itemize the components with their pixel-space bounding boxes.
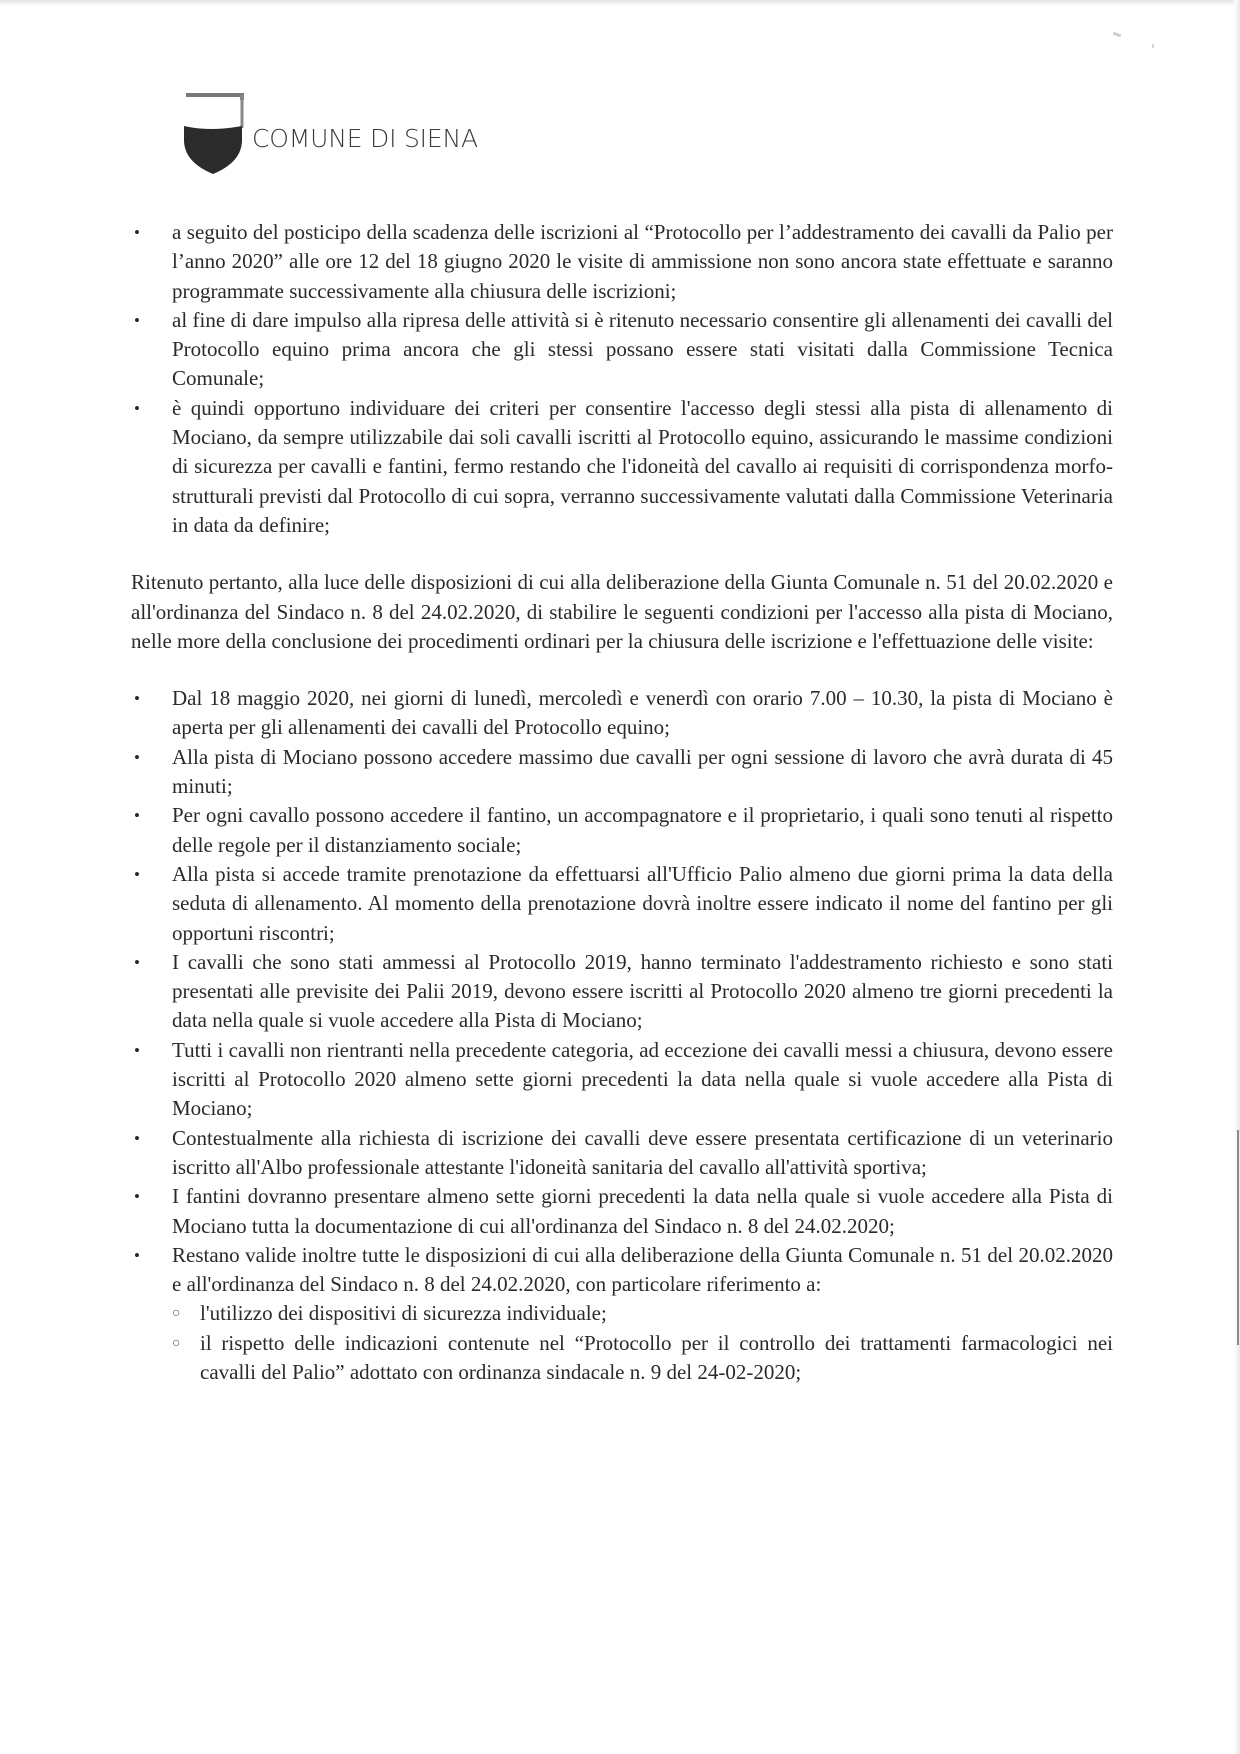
bullet-icon: •	[134, 310, 140, 330]
list-item: • Contestualmente alla richiesta di iscrizione dei cavalli deve essere presentata certificazione di un veterinario iscritto all'Albo professionale attestante l'idoneità sanitaria del cavallo all'attività sportiva;	[131, 1124, 1113, 1183]
resolution-paragraph: Ritenuto pertanto, alla luce delle disposizioni di cui alla deliberazione della Giunta Comunale n. 51 del 20.02.2020 e all'ordinanza del Sindaco n. 8 del 24.02.2020, di stabilire le seguenti condizioni per l'accesso alla pista di Mociano, nelle more della conclusione dei procedimenti ordinari per la chiusura delle iscrizione e l'effettuazione delle visite:	[131, 570, 1113, 653]
list-item: • I fantini dovranno presentare almeno sette giorni precedenti la data nella quale si vuole accedere alla Pista di Mociano tutta la documentazione di cui all'ordinanza del Sindaco n. 8 del 24.02.2020;	[131, 1182, 1113, 1241]
list-item: • Per ogni cavallo possono accedere il fantino, un accompagnatore e il proprietario, i quali sono tenuti al rispetto delle regole per il distanziamento sociale;	[131, 801, 1113, 860]
list-item: • Alla pista di Mociano possono accedere massimo due cavalli per ogni sessione di lavoro che avrà durata di 45 minuti;	[131, 743, 1113, 802]
list-item: • al fine di dare impulso alla ripresa delle attività si è ritenuto necessario consentire gli allenamenti dei cavalli del Protocollo equino prima ancora che gli stessi possano essere stati visitati dalla Commissione Tecnica Comunale;	[131, 306, 1113, 394]
conditions-list	[131, 684, 1113, 1387]
sub-list	[172, 1299, 1113, 1387]
list-item: • Alla pista si accede tramite prenotazione da effettuarsi all'Ufficio Palio almeno due giorni prima la data della seduta di allenamento. Al momento della prenotazione dovrà inoltre essere indicato il nome del fantino per gli opportuni riscontri;	[131, 860, 1113, 948]
bullet-icon: •	[134, 398, 140, 418]
letterhead	[180, 88, 478, 174]
bullet-icon: •	[134, 223, 140, 242]
list-item: • Restano valide inoltre tutte le disposizioni di cui alla deliberazione della Giunta Comunale n. 51 del 20.02.2020 e all'ordinanza del Sindaco n. 8 del 24.02.2020, con particolare riferimento a: ○ l'utilizzo dei dispositivi di sicurezza individuale; ○ il rispetto delle indicazioni contenute nel “Protocollo per il controllo dei trattamenti farmacologici nei cavalli del Palio” adottato con ordinanza sindacale n. 9 del 24-02-2020;	[131, 1241, 1113, 1387]
bullet-icon: •	[134, 1040, 140, 1060]
sub-list-item: ○ l'utilizzo dei dispositivi di sicurezza individuale;	[172, 1299, 1113, 1328]
bullet-icon: •	[134, 1128, 140, 1148]
list-item: • Dal 18 maggio 2020, nei giorni di lunedì, mercoledì e venerdì con orario 7.00 – 10.30, la pista di Mociano è aperta per gli allenamenti dei cavalli del Protocollo equino;	[131, 684, 1113, 743]
bullet-icon: •	[134, 864, 140, 884]
scan-artifact	[1113, 32, 1122, 38]
bullet-icon: •	[134, 952, 140, 972]
bullet-icon: •	[134, 747, 140, 767]
circle-bullet-icon: ○	[172, 1306, 181, 1322]
bullet-icon: •	[134, 689, 140, 709]
bullet-icon: •	[134, 1245, 140, 1265]
scan-edge	[0, 0, 1240, 6]
list-item: • a seguito del posticipo della scadenza delle iscrizioni al “Protocollo per l’addestramento dei cavalli da Palio per l’anno 2020” alle ore 12 del 18 giugno 2020 le visite di ammissione non sono ancora state effettuate e saranno programmate successivamente alla chiusura delle iscrizioni;	[131, 218, 1113, 306]
organization-name: COMUNE DI SIENA	[252, 123, 478, 153]
circle-bullet-icon: ○	[172, 1335, 181, 1351]
sub-list-item: ○ il rispetto delle indicazioni contenute nel “Protocollo per il controllo dei trattamenti farmacologici nei cavalli del Palio” adottato con ordinanza sindacale n. 9 del 24-02-2020;	[172, 1330, 1113, 1384]
scan-margin-line	[1237, 1130, 1239, 1345]
siena-shield-icon	[180, 88, 244, 174]
bullet-icon: •	[134, 1187, 140, 1207]
premises-list	[131, 218, 1113, 540]
scan-artifact	[1152, 44, 1154, 48]
list-item: • Tutti i cavalli non rientranti nella precedente categoria, ad eccezione dei cavalli messi a chiusura, devono essere iscritti al Protocollo 2020 almeno sette giorni precedenti la data nella quale si vuole accedere alla Pista di Mociano;	[131, 1036, 1113, 1124]
list-item: • è quindi opportuno individuare dei criteri per consentire l'accesso degli stessi alla pista di allenamento di Mociano, da sempre utilizzabile dai soli cavalli iscritti al Protocollo equino, assicurando le massime condizioni di sicurezza per cavalli e fantini, fermo restando che l'idoneità del cavallo ai requisiti di corrispondenza morfo-strutturali previsti dal Protocollo di cui sopra, verranno successivamente valutati dalla Commissione Veterinaria in data da definire;	[131, 394, 1113, 540]
list-item: • I cavalli che sono stati ammessi al Protocollo 2019, hanno terminato l'addestramento richiesto e sono stati presentati alle previsite dei Palii 2019, devono essere iscritti al Protocollo 2020 almeno tre giorni precedenti la data nella quale si vuole accedere alla Pista di Mociano;	[131, 948, 1113, 1036]
bullet-icon: •	[134, 806, 140, 826]
document-body	[131, 218, 1113, 1387]
scan-edge	[1234, 0, 1240, 1754]
